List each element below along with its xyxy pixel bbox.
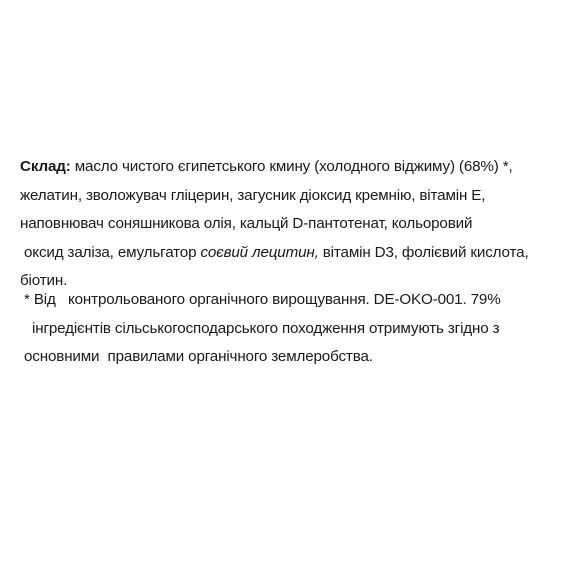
composition-line-5: біотин. (20, 272, 68, 290)
composition-line-4-b: вітамін D3, фолієвий кислота, (318, 243, 529, 261)
composition-line-3: наповнювач соняшникова олія, кальцй D-пантотенат, кольоровий (20, 215, 473, 233)
composition-line-1-text: масло чистого єгипетського кмину (холодного віджиму) (68%) *, (74, 158, 513, 175)
composition-text (20, 153, 560, 296)
composition-line-4 (20, 239, 560, 268)
composition-line-4-italic: соєвий лецитин, (200, 243, 319, 261)
composition-line-1 (20, 153, 560, 182)
composition-line-2: желатин, зволожувач гліцерин, загусник діоксид кремнію, вітамін Е, (20, 186, 486, 204)
footnote-text (24, 286, 560, 372)
footnote-line-3: основними правилами органічного землеробства. (24, 348, 373, 366)
footnote-line-2: інгредієнтів сільськогосподарського походження отримують згідно з (32, 319, 500, 337)
footnote-line-1: * Від контрольованого органічного вирощування. DE-OKO-001. 79% (24, 291, 501, 308)
composition-label: Склад: (20, 158, 71, 175)
composition-line-4-a: оксид заліза, емульгатор (24, 243, 201, 261)
